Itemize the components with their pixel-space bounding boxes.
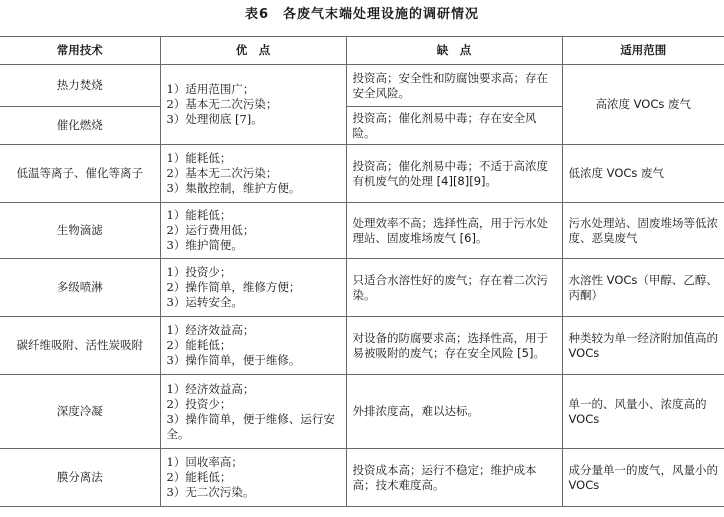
advantages-cell <box>160 203 346 259</box>
disadvantages-cell: 处理效率不高；选择性高，用于污水处理站、固废堆场废气 [6]。 <box>346 203 562 259</box>
scope-cell: 单一的、风量小、浓度高的 VOCs <box>562 375 724 449</box>
advantage-item: 1）投资少； <box>166 265 232 279</box>
advantages-cell <box>160 145 346 203</box>
table-row <box>0 203 724 259</box>
advantage-item: 2）操作简单，维修方便； <box>166 280 301 294</box>
advantage-item: 2）能耗低； <box>166 338 232 352</box>
advantage-item: 3）操作简单，便于维修、运行安全。 <box>166 411 335 441</box>
advantage-item: 2）基本无二次污染； <box>166 97 278 111</box>
advantage-item: 2）投资少； <box>166 396 232 411</box>
scope-cell: 低浓度 VOCs 废气 <box>562 145 724 203</box>
header-row <box>0 37 724 65</box>
tech-cell: 碳纤维吸附、活性炭吸附 <box>0 317 160 375</box>
advantage-item: 3）维护简便。 <box>166 238 243 252</box>
tech-cell: 膜分离法 <box>0 449 160 507</box>
scope-cell: 污水处理站、固废堆场等低浓度、恶臭废气 <box>562 203 724 259</box>
advantage-item: 3）运转安全。 <box>166 295 243 309</box>
advantage-item: 3）处理彻底 [7]。 <box>166 112 263 126</box>
tech-cell: 热力焚烧 <box>0 65 160 107</box>
tech-cell: 生物滴滤 <box>0 203 160 259</box>
table-caption: 表6 各废气末端处理设施的调研情况 <box>244 7 480 22</box>
advantage-item: 3）无二次污染。 <box>166 485 255 499</box>
advantage-item: 1）经济效益高； <box>166 323 255 337</box>
scope-cell: 成分量单一的废气，风量小的 VOCs <box>562 449 724 507</box>
disadvantages-cell: 外排浓度高，难以达标。 <box>346 375 562 449</box>
scope-cell: 高浓度 VOCs 废气 <box>562 65 724 145</box>
advantages-cell <box>160 449 346 507</box>
advantage-item: 3）集散控制，维护方便。 <box>166 181 301 195</box>
table-row <box>0 65 724 107</box>
advantage-item: 3）操作简单，便于维修。 <box>166 353 301 367</box>
table-row <box>0 375 724 449</box>
table-row <box>0 449 724 507</box>
advantage-item: 1）适用范围广； <box>166 82 255 96</box>
advantage-item: 1）能耗低； <box>166 151 232 165</box>
disadvantages-cell: 投资高；催化剂易中毒；存在安全风险。 <box>346 107 562 145</box>
scope-cell: 水溶性 VOCs（甲醇、乙醇、丙酮） <box>562 259 724 317</box>
advantages-cell <box>160 317 346 375</box>
advantage-item: 2）能耗低； <box>166 470 232 484</box>
tech-cell: 催化燃烧 <box>0 107 160 145</box>
tech-cell: 深度冷凝 <box>0 375 160 449</box>
advantages-cell <box>160 375 346 449</box>
scope-cell: 种类较为单一经济附加值高的 VOCs <box>562 317 724 375</box>
tech-cell: 多级喷淋 <box>0 259 160 317</box>
header-tech: 常用技术 <box>0 37 160 65</box>
disadvantages-cell: 投资成本高；运行不稳定；维护成本高；技术难度高。 <box>346 449 562 507</box>
disadvantages-cell: 投资高；安全性和防腐蚀要求高；存在安全风险。 <box>346 65 562 107</box>
table-row <box>0 317 724 375</box>
table-row <box>0 145 724 203</box>
header-disadvantages: 缺 点 <box>346 37 562 65</box>
header-scope: 适用范围 <box>562 37 724 65</box>
tech-cell: 低温等离子、催化等离子 <box>0 145 160 203</box>
advantage-item: 2）运行费用低； <box>166 223 255 237</box>
disadvantages-cell: 投资高；催化剂易中毒；不适于高浓度有机废气的处理 [4][8][9]。 <box>346 145 562 203</box>
table-row <box>0 259 724 317</box>
disadvantages-cell: 对设备的防腐要求高；选择性高，用于易被吸附的废气；存在安全风险 [5]。 <box>346 317 562 375</box>
advantage-item: 2）基本无二次污染； <box>166 166 278 180</box>
advantage-item: 1）能耗低； <box>166 208 232 222</box>
header-advantages: 优 点 <box>160 37 346 65</box>
advantages-cell <box>160 259 346 317</box>
advantages-cell <box>160 65 346 145</box>
advantage-item: 1）回收率高； <box>166 455 243 469</box>
advantage-item: 1）经济效益高； <box>166 381 255 396</box>
vocs-treatment-table <box>0 36 724 507</box>
disadvantages-cell: 只适合水溶性好的废气；存在着二次污染。 <box>346 259 562 317</box>
